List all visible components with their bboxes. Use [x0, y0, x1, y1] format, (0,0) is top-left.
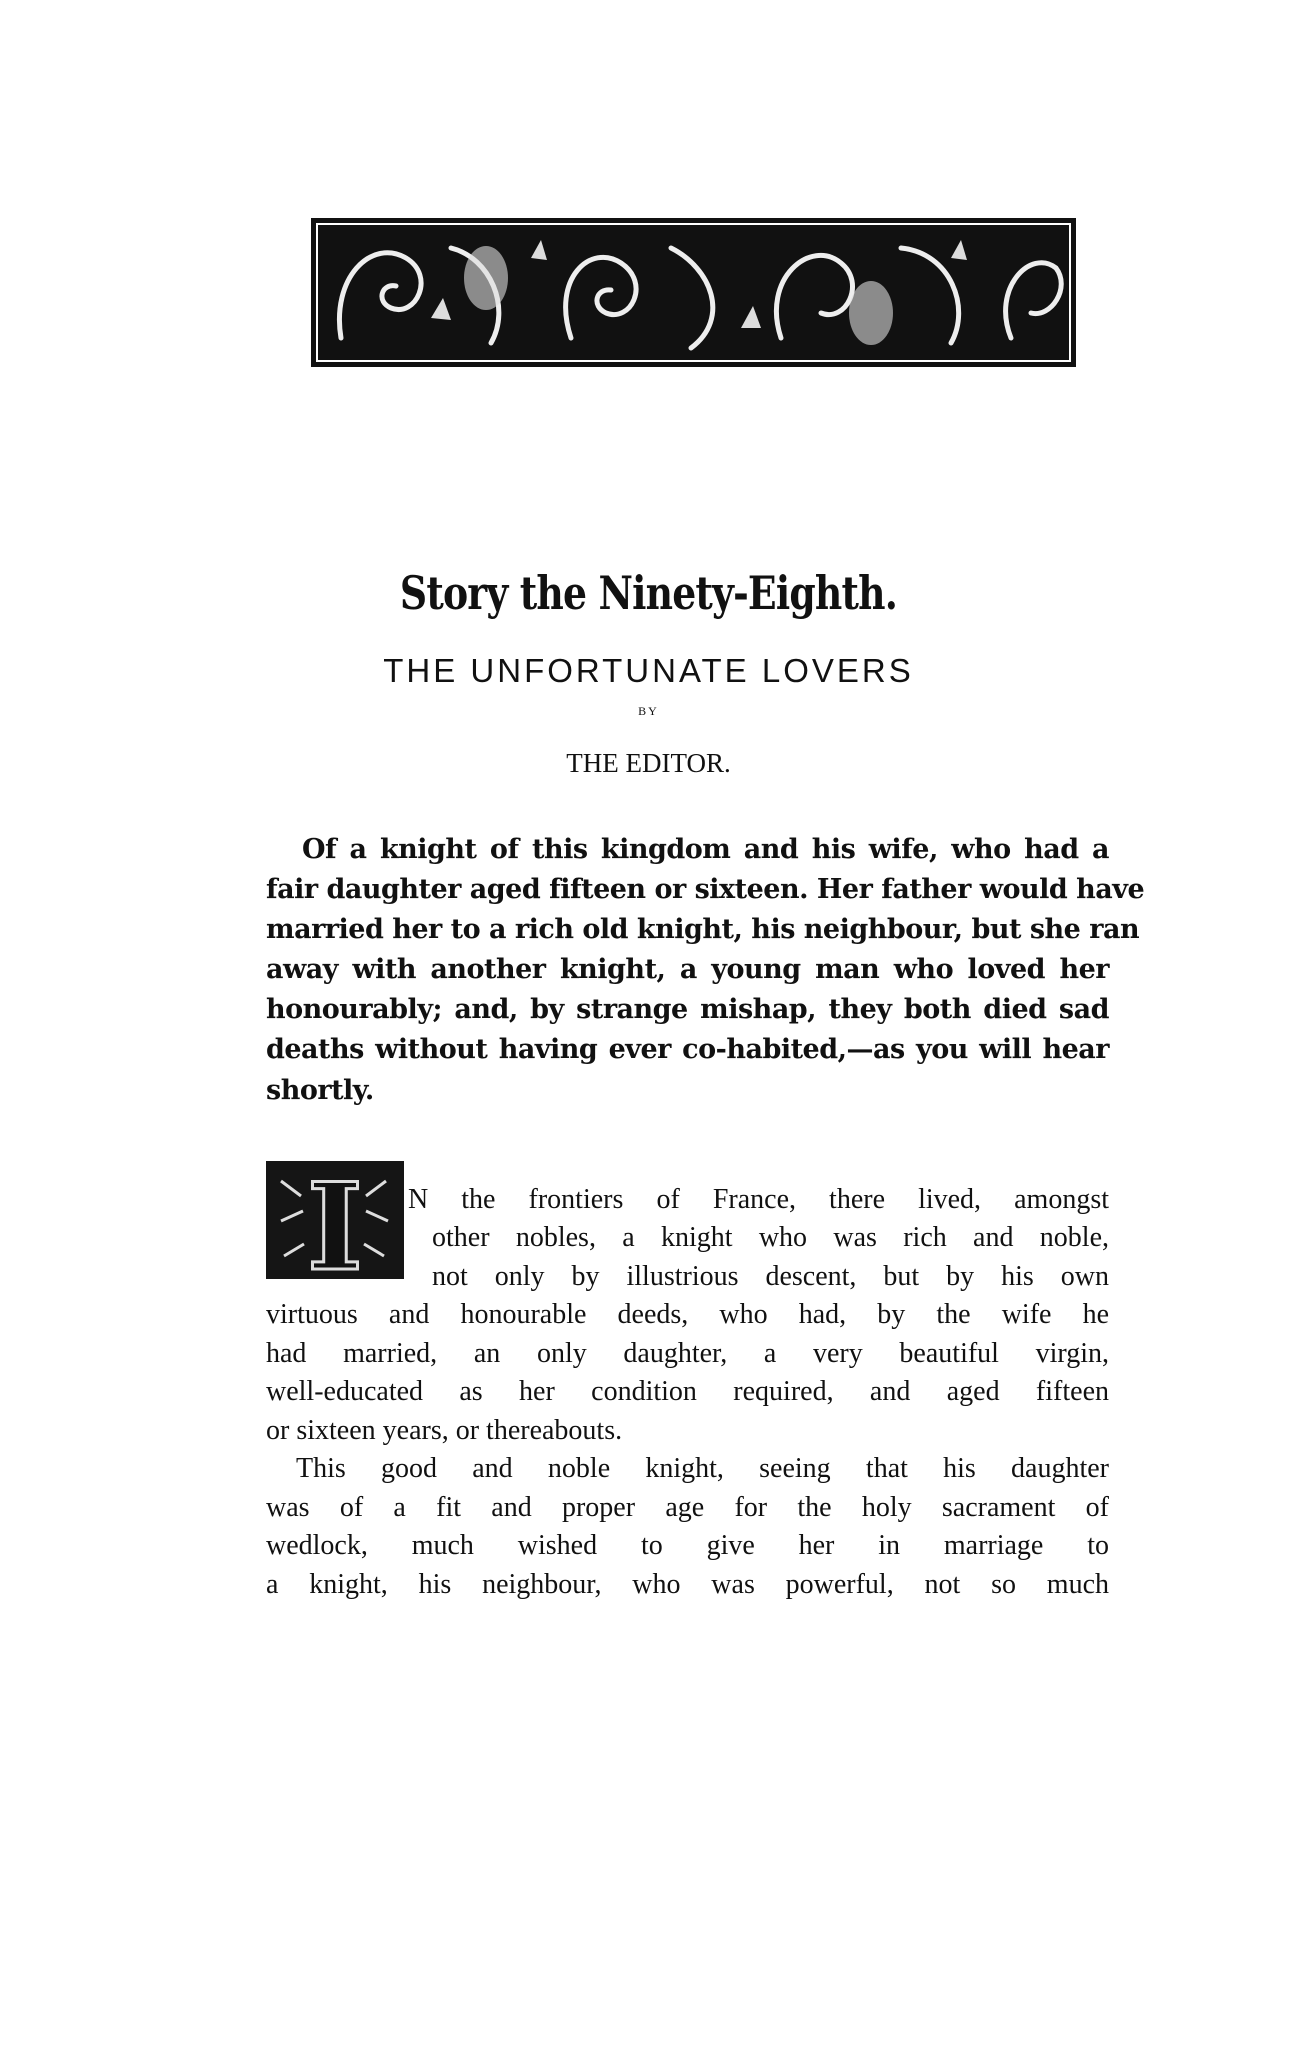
story-subtitle: THE UNFORTUNATE LOVERS — [383, 652, 914, 689]
body-line: other nobles, a knight who was rich and noble, — [432, 1222, 1109, 1253]
body-line: was of a fit and proper age for the holy sacrament of — [266, 1492, 1109, 1523]
summary-line: honourably; and, by strange mishap, they both died sad — [266, 994, 1109, 1025]
body-line: N the frontiers of France, there lived, amongst — [408, 1184, 1109, 1215]
body-line: not only by illustrious descent, but by his own — [432, 1261, 1109, 1292]
byline-label: BY — [638, 704, 659, 718]
body-line: a knight, his neighbour, who was powerful, not so much — [266, 1569, 1109, 1600]
decorative-headpiece-ornament — [311, 218, 1076, 367]
summary-line: Of a knight of this kingdom and his wife, who had a — [302, 834, 1109, 865]
summary-line: away with another knight, a young man who loved her — [266, 954, 1109, 985]
author-name: THE EDITOR. — [566, 748, 731, 778]
body-line: This good and noble knight, seeing that his daughter — [296, 1453, 1109, 1484]
drop-cap-initial — [266, 1161, 404, 1279]
svg-text:I: I — [306, 1161, 364, 1279]
summary-line: shortly. — [266, 1075, 374, 1106]
body-line: had married, an only daughter, a very beautiful virgin, — [266, 1338, 1109, 1369]
body-line: or sixteen years, or thereabouts. — [266, 1415, 623, 1446]
drop-cap-ornament-icon — [266, 1161, 404, 1279]
summary-line: married her to a rich old knight, his neighbour, but she ran — [266, 914, 1140, 945]
story-title: Story the Ninety-Eighth. — [399, 566, 898, 620]
summary-line: deaths without having ever co-habited,—as you will hear — [266, 1034, 1109, 1065]
body-line: wedlock, much wished to give her in marriage to — [266, 1530, 1109, 1561]
body-line: virtuous and honourable deeds, who had, by the wife he — [266, 1299, 1109, 1330]
body-line: well-educated as her condition required, and aged fifteen — [266, 1376, 1109, 1407]
summary-line: fair daughter aged fifteen or sixteen. Her father would have — [266, 874, 1145, 905]
